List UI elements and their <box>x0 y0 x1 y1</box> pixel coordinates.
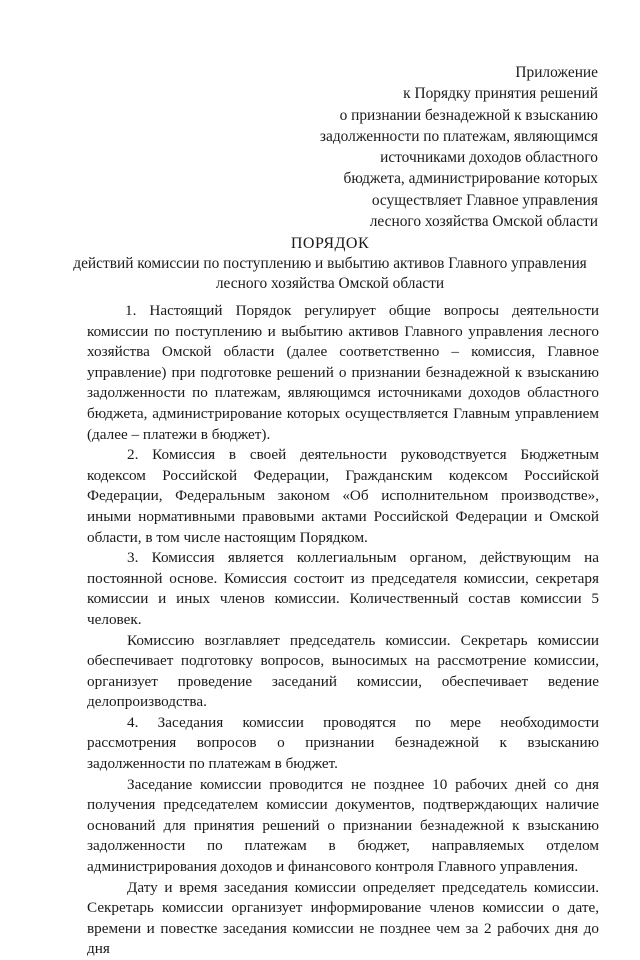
appendix-line: осуществляет Главное управления <box>371 191 598 209</box>
appendix-header <box>300 62 598 232</box>
appendix-line: лесного хозяйства Омской области <box>369 213 598 231</box>
document-title: ПОРЯДОК <box>290 235 370 252</box>
appendix-line: к Порядку принятия решений <box>403 85 598 103</box>
appendix-line: задолженности по платежам, являющимся <box>319 127 598 145</box>
paragraph-4-meeting-date: Дату и время заседания комиссии определяет председатель комиссии. Секретарь комиссии организует информирование членов комиссии о дате, времени и повестке заседания комиссии не позднее чем за 2 рабочих дня до дня <box>87 878 599 958</box>
document-subtitle-line: действий комиссии по поступлению и выбытию активов Главного управления <box>73 255 587 272</box>
document-body <box>87 301 599 960</box>
paragraph-2: 2. Комиссия в своей деятельности руководствуется Бюджетным кодексом Российской Федерации, Гражданским кодексом Российской Федерации, Федеральным законом «Об исполнительном производстве», иными нормативными правовыми актами Российской Федерации и Омской области, в том числе настоящим Порядком. <box>87 446 599 546</box>
appendix-line: Приложение <box>515 64 598 81</box>
document-subtitle-line: лесного хозяйства Омской области <box>215 274 445 292</box>
paragraph-4-meeting-deadline: Заседание комиссии проводится не позднее 10 рабочих дней со дня получения председателем комиссии документов, подтверждающих наличие оснований для принятия решений о признании безнадежной к взысканию задолженности по платежам в бюджет, направляемых отделом администрирования доходов и финансового контроля Главного управления. <box>87 775 599 876</box>
appendix-line: о признании безнадежной к взысканию <box>339 106 598 124</box>
document-subtitle <box>60 254 600 293</box>
paragraph-1: 1. Настоящий Порядок регулирует общие вопросы деятельности комиссии по поступлению и выбытию активов Главного управления лесного хозяйства Омской области (далее соответственно – комиссия, Главное управление) при подготовке решений о признании безнадежной к взысканию задолженности по платежам, являющимся источниками доходов областного бюджета, администрирование которых осуществляется Главным управлением (далее – платежи в бюджет). <box>87 302 599 443</box>
paragraph-4: 4. Заседания комиссии проводятся по мере необходимости рассмотрения вопросов о признании безнадежной к взысканию задолженности по платежам в бюджет. <box>87 713 599 773</box>
document-title-block <box>60 234 600 293</box>
paragraph-3: 3. Комиссия является коллегиальным органом, действующим на постоянной основе. Комиссия состоит из председателя комиссии, секретаря комиссии и иных членов комиссии. Количественный состав комиссии 5 человек. <box>87 549 599 628</box>
appendix-line: источниками доходов областного <box>380 149 598 167</box>
appendix-line: бюджета, администрирование которых <box>343 170 598 188</box>
paragraph-3-continued: Комиссию возглавляет председатель комиссии. Секретарь комиссии обеспечивает подготовку вопросов, выносимых на рассмотрение комиссии, организует проведение заседаний комиссии, обеспечивает ведение делопроизводства. <box>87 631 599 711</box>
